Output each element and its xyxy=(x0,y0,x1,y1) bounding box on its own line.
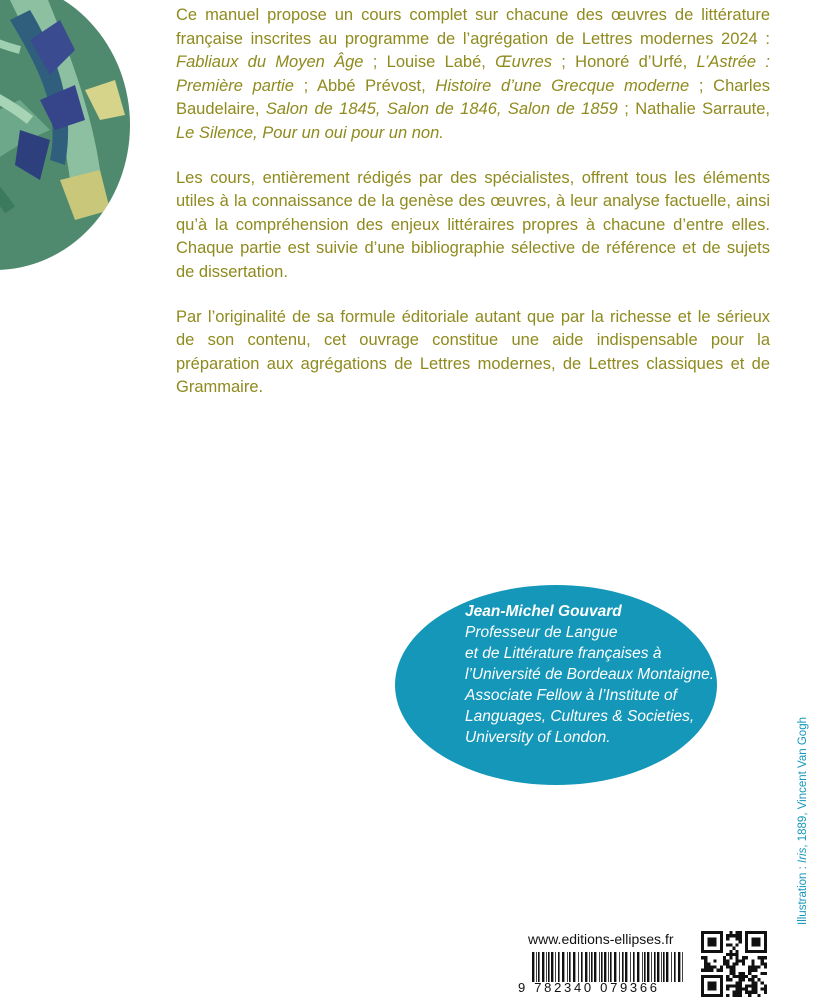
cover-painting-iris xyxy=(0,0,130,270)
description-paragraph-1: Ce manuel propose un cours complet sur chacune des œuvres de littérature française inscrites au programme de l’agrégation de Lettres modernes 2024 : Fabliaux du Moyen Âge ; Louise Labé, Œuvres ; Honoré d’Urfé, L’Astrée : Première partie ; Abbé Prévost, Histoire d’une Grecque moderne ; Charles Baudelaire, Salon de 1845, Salon de 1846, Salon de 1859 ; Nathalie Sarraute, Le Silence, Pour un oui pour un non. xyxy=(176,6,771,142)
description-paragraph-3: Par l’originalité de sa formule éditoriale autant que par la richesse et le sérieux de son contenu, cet ouvrage constitue une aide indispensable pour la préparation aux agrégations de Lettres modernes, de Lettres classiques et de Grammaire. xyxy=(176,307,770,397)
isbn-number: 9 782340 079366 xyxy=(518,980,660,995)
publisher-website: www.editions-ellipses.fr xyxy=(528,931,674,947)
back-cover-description xyxy=(176,4,770,421)
author-bio-line: et de Littérature françaises à xyxy=(465,645,662,662)
description-paragraph-2: Les cours, entièrement rédigés par des spécialistes, offrent tous les éléments utiles à la connaissance de la genèse des œuvres, à leur analyse factuelle, ainsi qu’à la compréhension des enjeux littéraires propres à chacune d’entre elles. Chaque partie est suivie d’une bibliographie sélective de référence et de sujets de dissertation. xyxy=(176,168,770,281)
author-bio-line: Professeur de Langue xyxy=(465,624,618,641)
author-name: Jean-Michel Gouvard xyxy=(465,603,622,620)
illustration-credit: Illustration : Iris, 1889, Vincent Van Gogh xyxy=(797,717,809,925)
author-bio-line: University of London. xyxy=(465,729,611,746)
author-bio-line: Languages, Cultures & Societies, xyxy=(465,708,695,725)
author-bio-line: l’Université de Bordeaux Montaigne. xyxy=(465,666,714,683)
author-bio-line: Associate Fellow à l’Institute of xyxy=(465,687,677,704)
author-bio-bubble xyxy=(395,585,717,785)
qr-code xyxy=(701,931,767,997)
